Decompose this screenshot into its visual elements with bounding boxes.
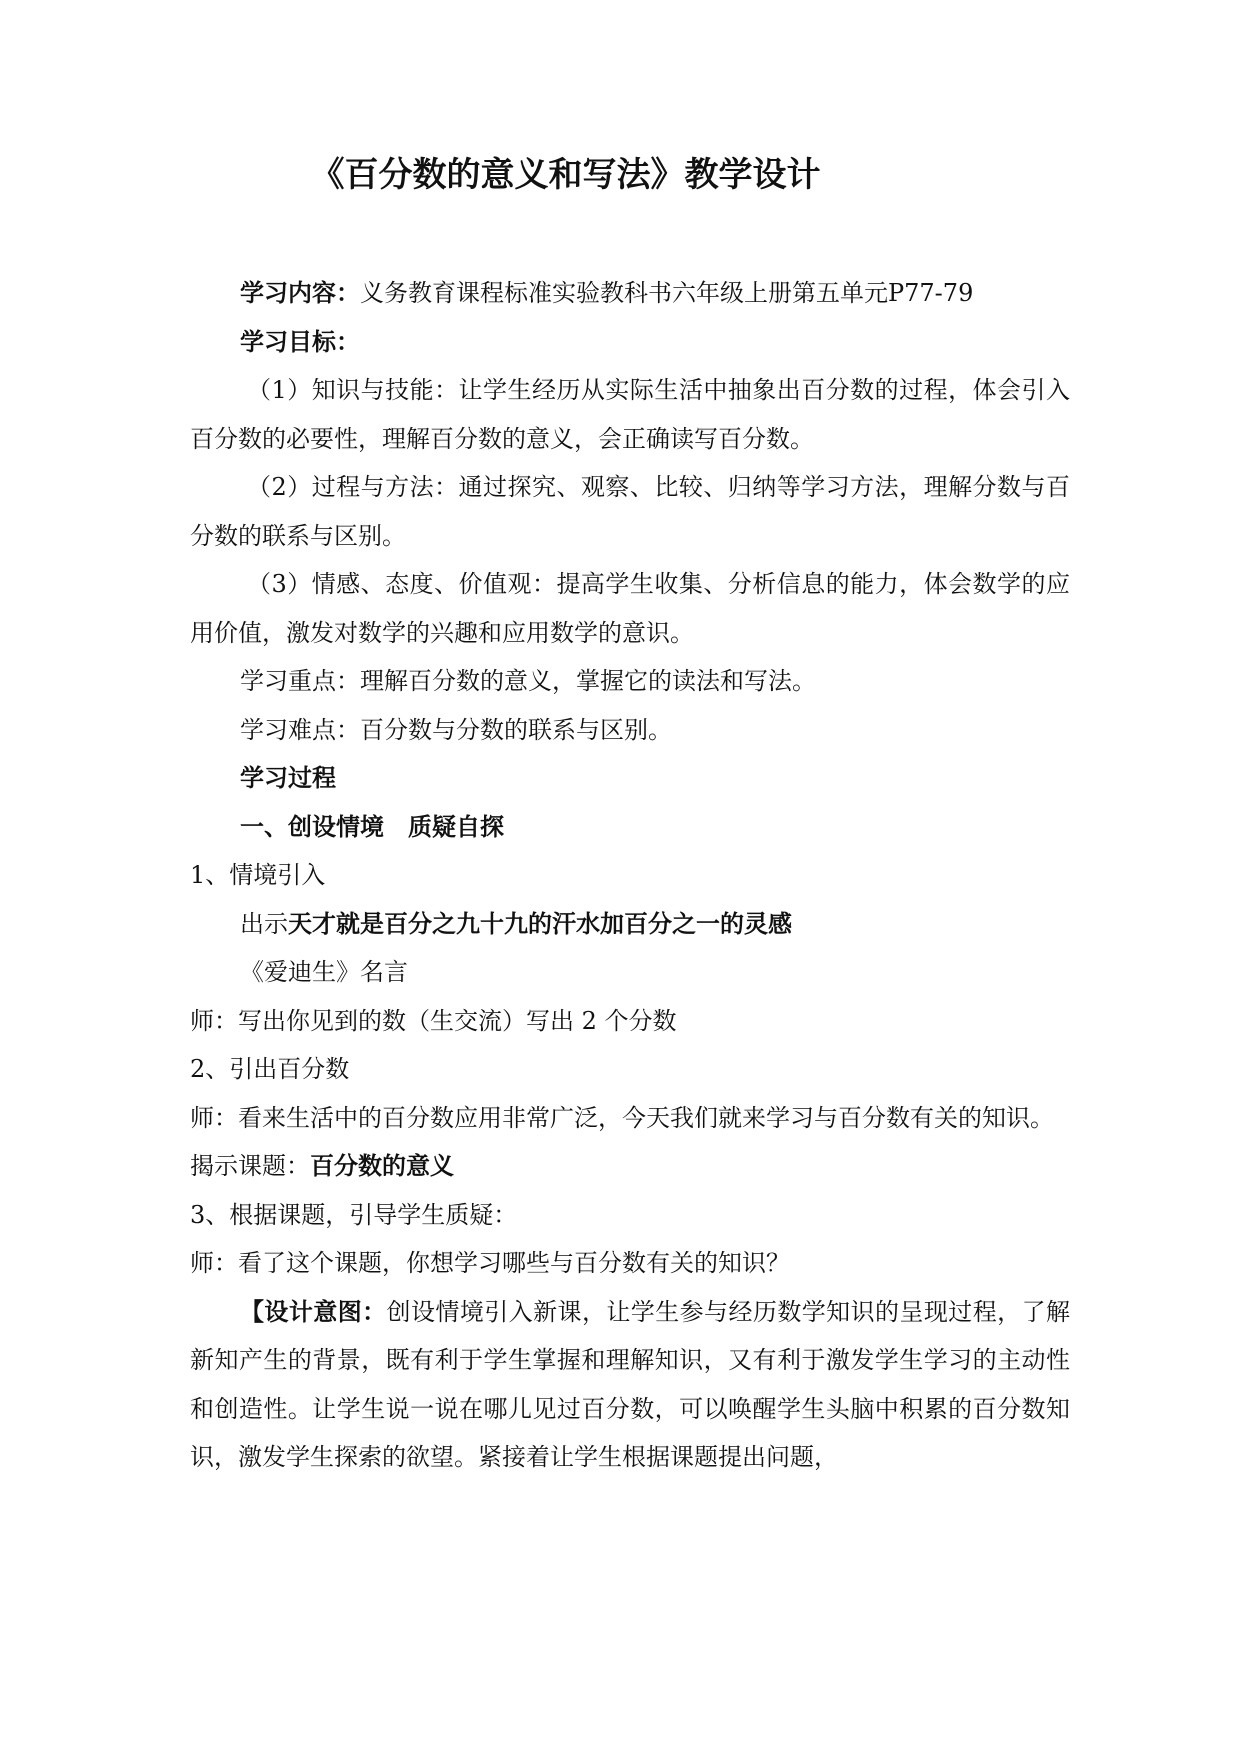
document-title: 《百分数的意义和写法》教学设计 <box>310 155 821 195</box>
step-3: 3、根据课题，引导学生质疑： <box>190 1200 518 1229</box>
topic-text: 百分数的意义 <box>310 1152 454 1180</box>
learning-content-label: 学习内容： <box>240 279 360 307</box>
teacher-line-1: 师：写出你见到的数（生交流）写出 2 个分数 <box>190 1006 677 1035</box>
design-intent <box>190 1288 1070 1482</box>
learning-goals-label: 学习目标： <box>240 327 360 356</box>
goal-knowledge: （1）知识与技能：让学生经历从实际生活中抽象出百分数的过程，体会引入百分数的必要性，理解百分数的意义，会正确读写百分数。 <box>190 376 1070 453</box>
goal-emotion: （3）情感、态度、价值观：提高学生收集、分析信息的能力，体会数学的应用价值，激发对数学的兴趣和应用数学的意识。 <box>190 570 1070 647</box>
section-heading: 一、创设情境 质疑自探 <box>240 812 504 841</box>
quote-source: 《爱迪生》名言 <box>240 958 408 986</box>
teacher-line-3: 师：看了这个课题，你想学习哪些与百分数有关的知识？ <box>190 1249 790 1277</box>
topic-prefix: 揭示课题： <box>190 1152 310 1180</box>
difficulty: 学习难点：百分数与分数的联系与区别。 <box>240 715 672 744</box>
step-2: 2、引出百分数 <box>190 1055 350 1083</box>
process-heading: 学习过程 <box>240 764 336 792</box>
topic-line <box>190 1142 1070 1191</box>
goal-process: （2）过程与方法：通过探究、观察、比较、归纳等学习方法，理解分数与百分数的联系与区别。 <box>190 473 1070 550</box>
quote-text: 天才就是百分之九十九的汗水加百分之一的灵感 <box>288 909 792 938</box>
quote-prefix: 出示 <box>240 909 288 938</box>
quote-line <box>190 900 1070 949</box>
step-1: 1、情境引入 <box>190 861 326 889</box>
key-point: 学习重点：理解百分数的意义，掌握它的读法和写法。 <box>240 667 816 695</box>
learning-content <box>190 269 1070 318</box>
design-intent-label: 【设计意图： <box>240 1297 387 1326</box>
design-intent-text: 创设情境引入新课，让学生参与经历数学知识的呈现过程，了解新知产生的背景，既有利于学生掌握和理解知识，又有利于激发学生学习的主动性和创造性。让学生说一说在哪儿见过百分数，可以唤醒学生头脑中积累的百分数知识，激发学生探索的欲望。紧接着让学生根据课题提出问题， <box>190 1297 1070 1471</box>
learning-content-text: 义务教育课程标准实验教科书六年级上册第五单元P77-79 <box>360 279 974 307</box>
teacher-line-2: 师：看来生活中的百分数应用非常广泛，今天我们就来学习与百分数有关的知识。 <box>190 1103 1054 1132</box>
document-body <box>190 269 1070 1482</box>
